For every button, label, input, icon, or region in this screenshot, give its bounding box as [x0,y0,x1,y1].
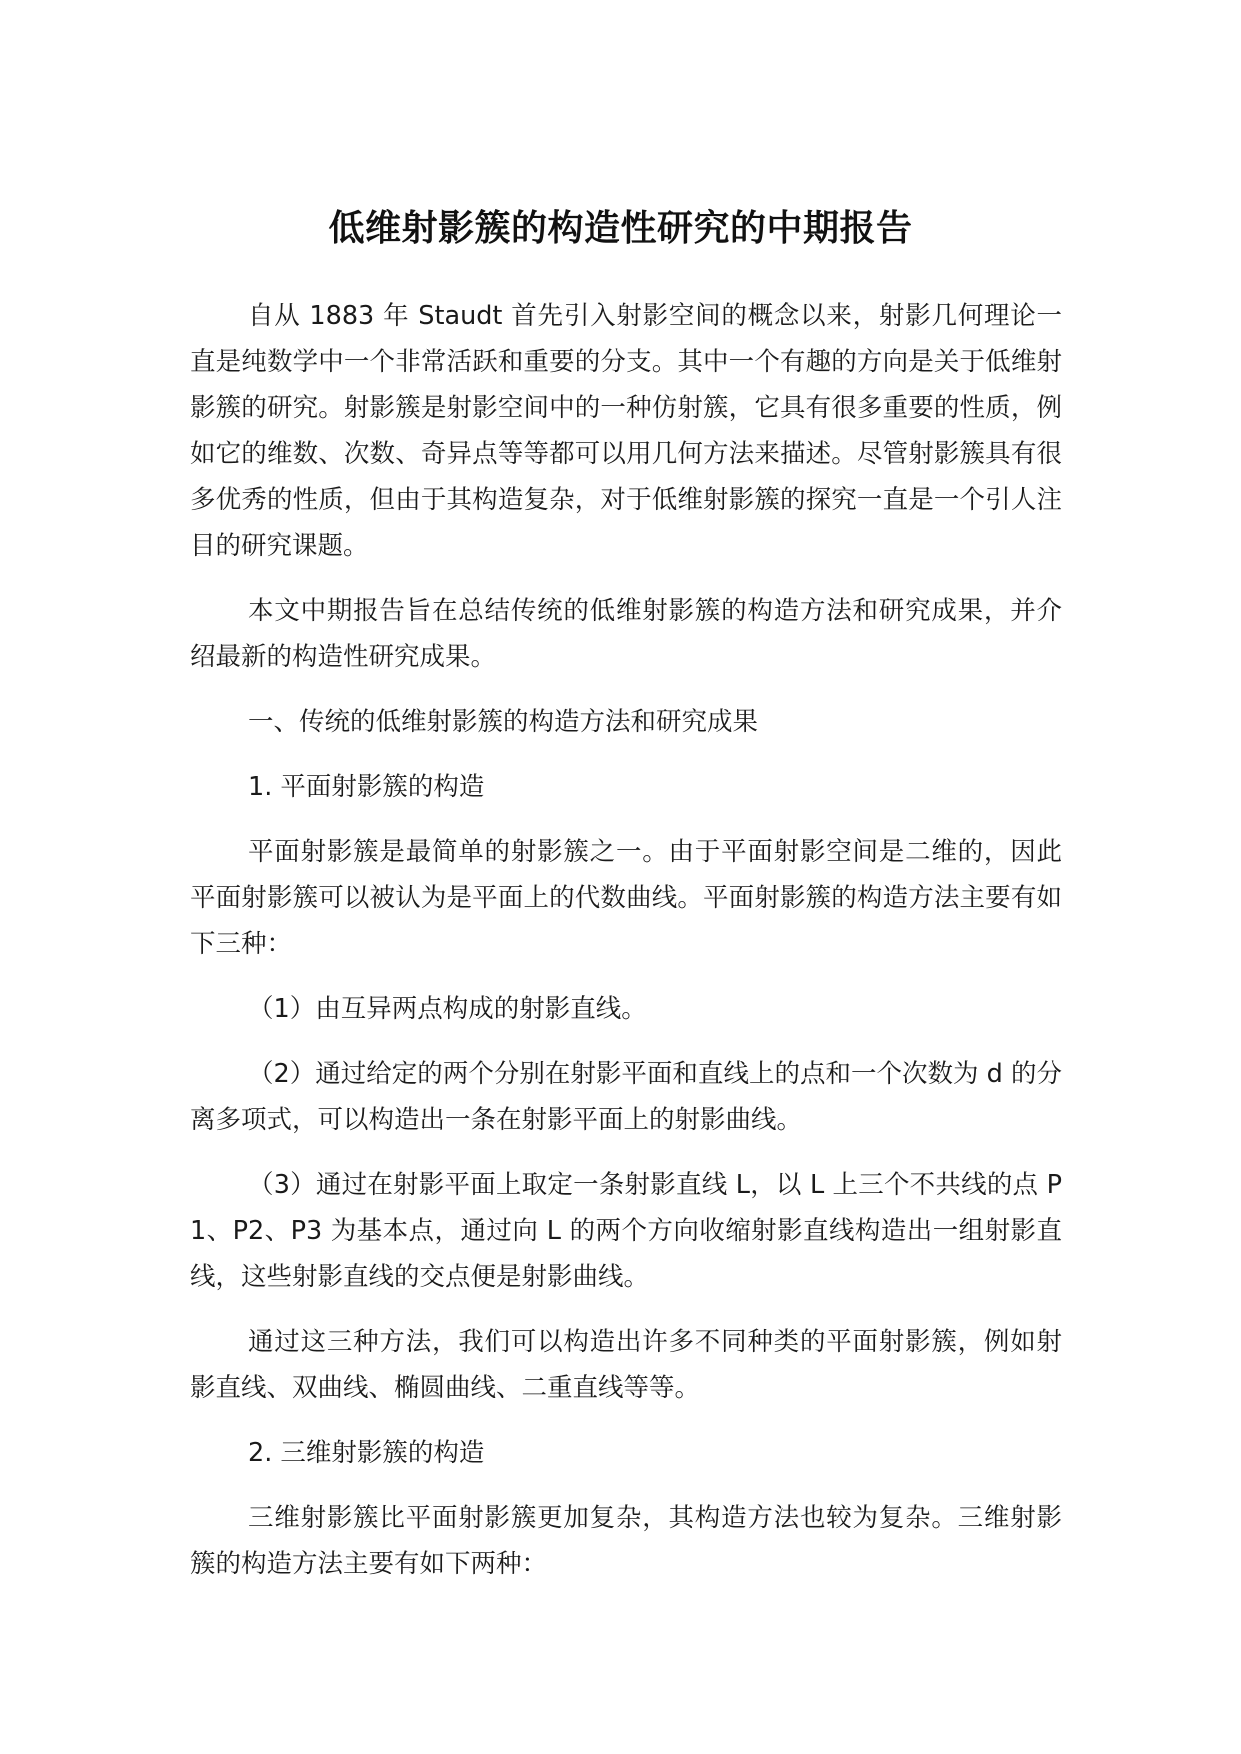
paragraph-intro: 自从 1883 年 Staudt 首先引入射影空间的概念以来，射影几何理论一直是纯数学中一个非常活跃和重要的分支。其中一个有趣的方向是关于低维射影簇的研究。射影簇是射影空间中的一种仿射簇，它具有很多重要的性质，例如它的维数、次数、奇异点等等都可以用几何方法来描述。尽管射影簇具有很多优秀的性质，但由于其构造复杂，对于低维射影簇的探究一直是一个引人注目的研究课题。 [190,301,1062,561]
subsection-heading-1: 1. 平面射影簇的构造 [248,772,485,802]
subsection-heading-2: 2. 三维射影簇的构造 [248,1438,485,1468]
document-body [190,293,1062,1606]
paragraph-plane: 平面射影簇是最简单的射影簇之一。由于平面射影空间是二维的，因此平面射影簇可以被认为是平面上的代数曲线。平面射影簇的构造方法主要有如下三种： [190,837,1062,959]
document-title: 低维射影簇的构造性研究的中期报告 [328,208,913,250]
list-item-method-1: （1）由互异两点构成的射影直线。 [248,994,647,1024]
section-heading-1: 一、传统的低维射影簇的构造方法和研究成果 [248,707,759,737]
list-item-method-2: （2）通过给定的两个分别在射影平面和直线上的点和一个次数为 d 的分离多项式，可以构造出一条在射影平面上的射影曲线。 [190,1059,1062,1135]
list-item-method-3: （3）通过在射影平面上取定一条射影直线 L，以 L 上三个不共线的点 P1、P2、P3 为基本点，通过向 L 的两个方向收缩射影直线构造出一组射影直线，这些射影直线的交点便是射影曲线。 [190,1170,1062,1292]
paragraph-3d: 三维射影簇比平面射影簇更加复杂，其构造方法也较为复杂。三维射影簇的构造方法主要有如下两种： [190,1503,1062,1579]
paragraph-purpose: 本文中期报告旨在总结传统的低维射影簇的构造方法和研究成果，并介绍最新的构造性研究成果。 [190,596,1062,672]
paragraph-plane-summary: 通过这三种方法，我们可以构造出许多不同种类的平面射影簇，例如射影直线、双曲线、椭圆曲线、二重直线等等。 [190,1327,1062,1403]
